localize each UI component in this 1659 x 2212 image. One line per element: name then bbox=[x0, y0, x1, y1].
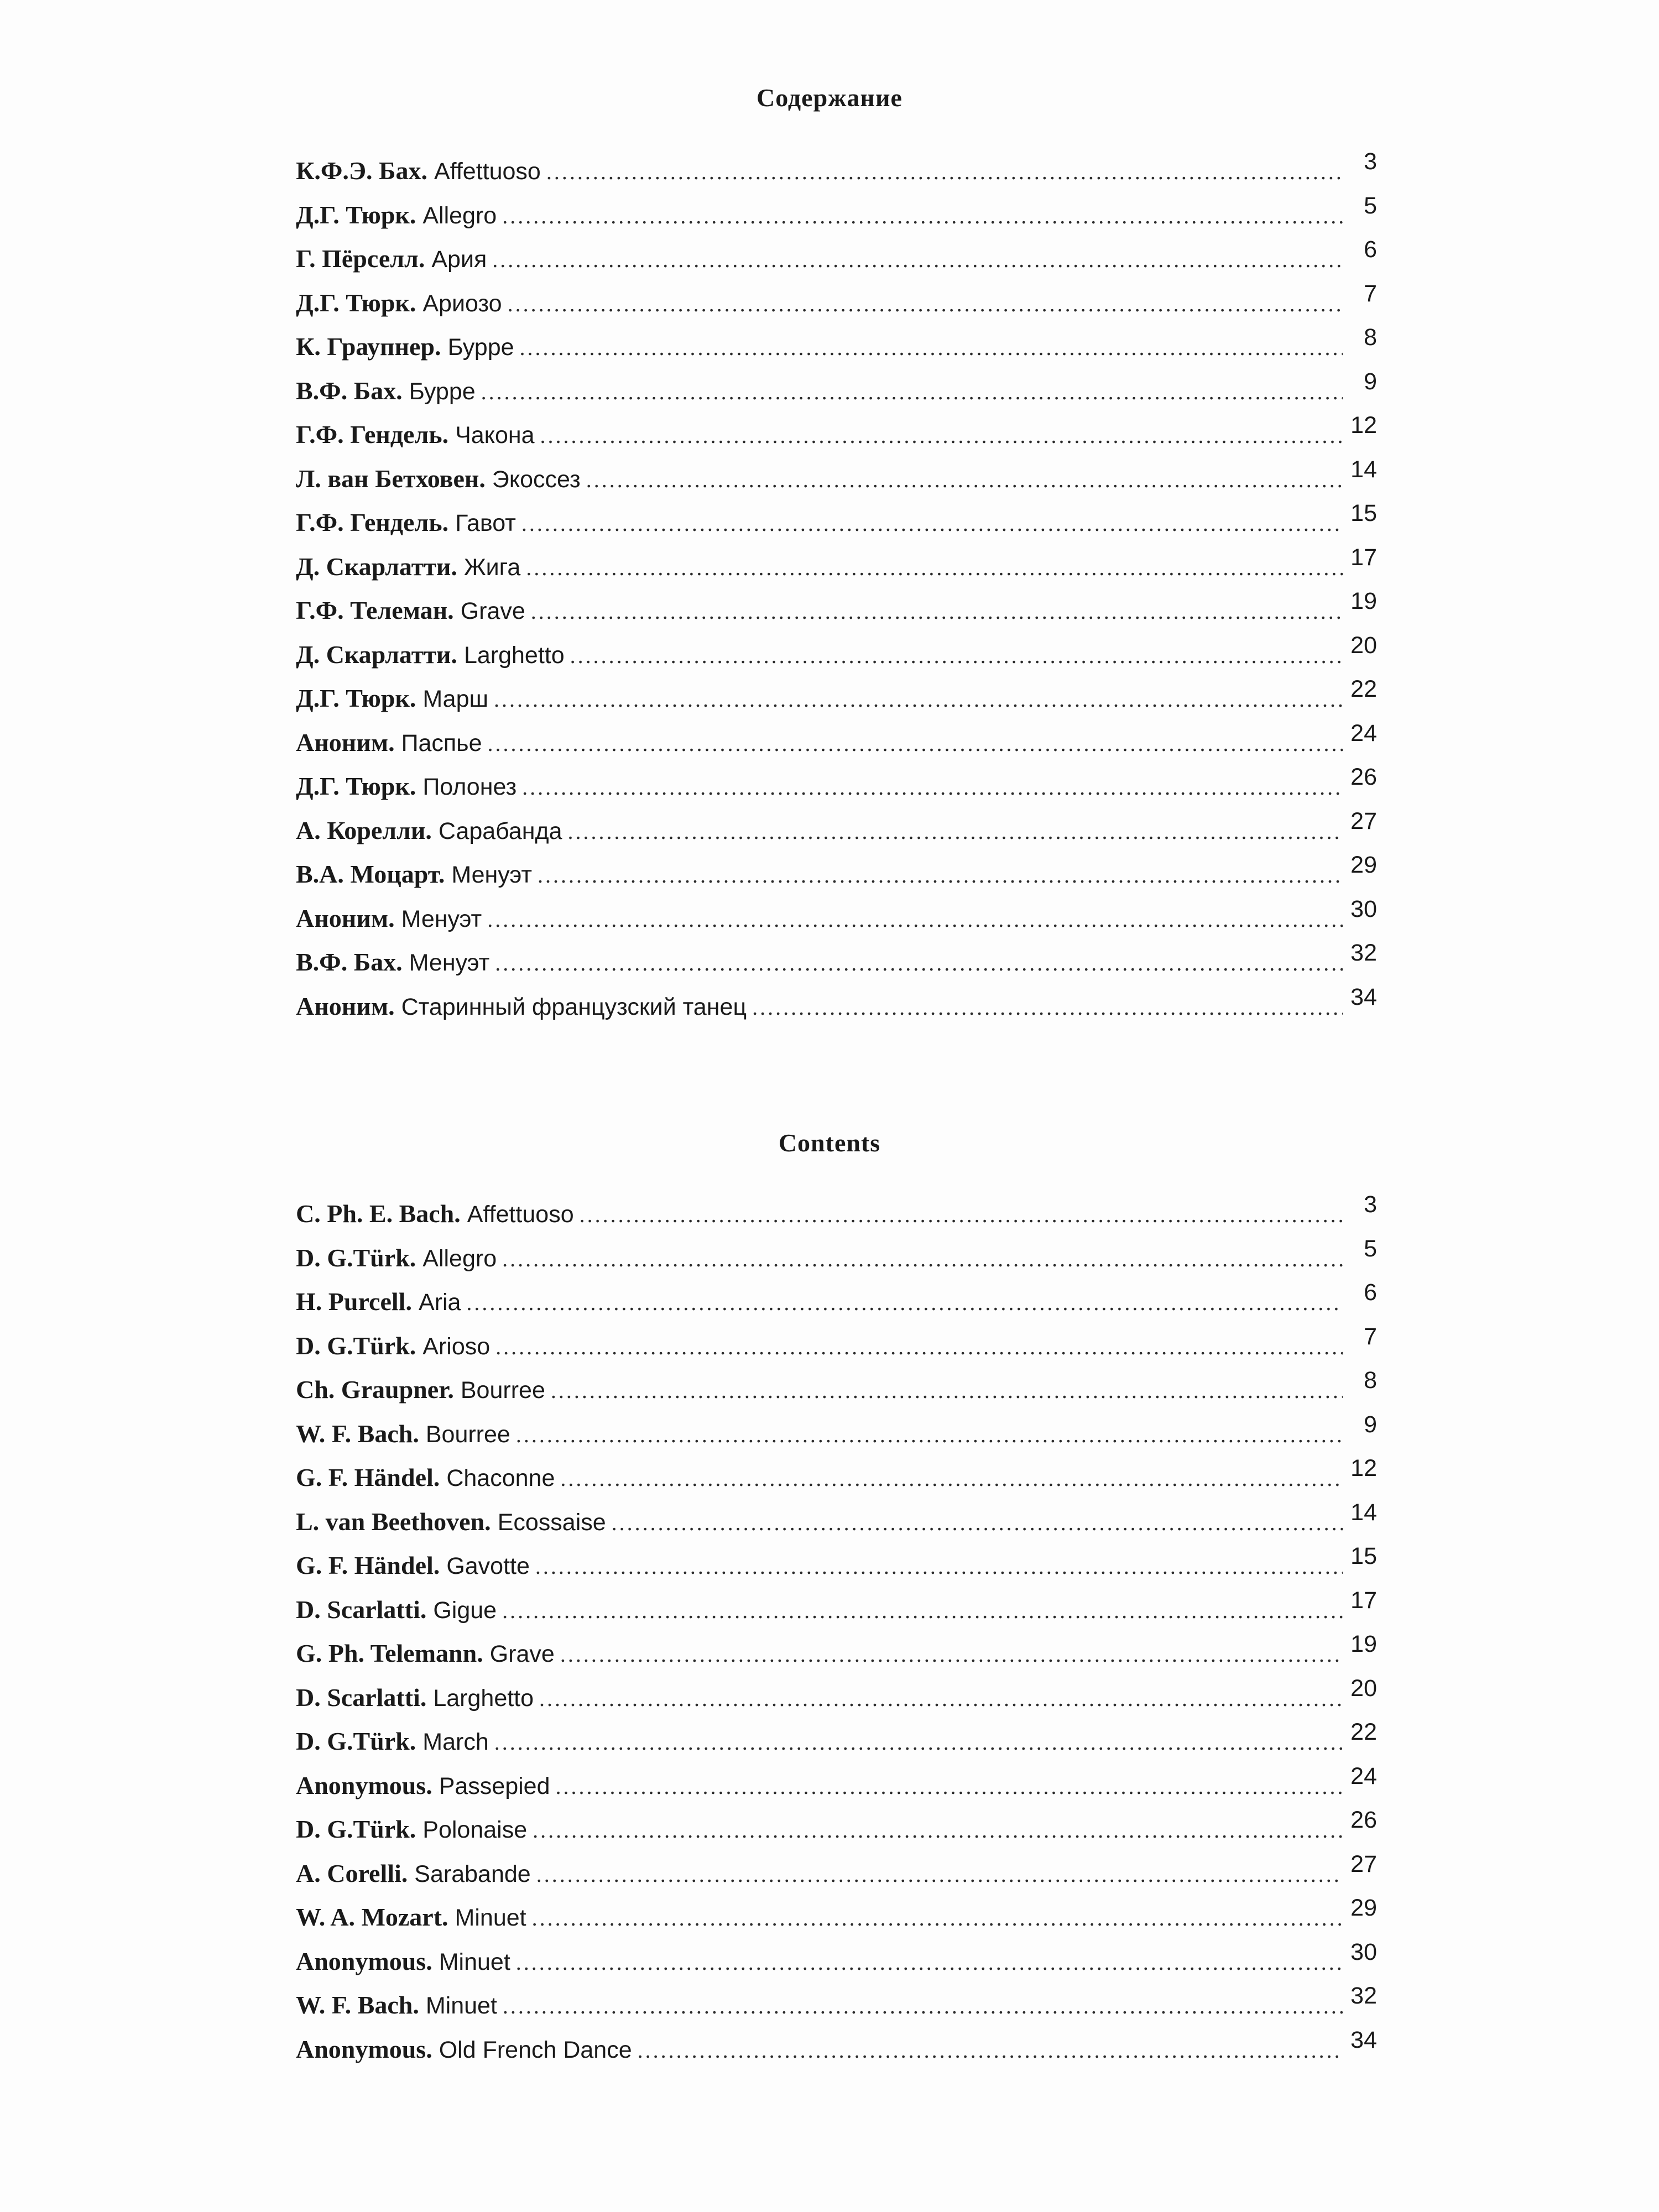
dot-leader bbox=[502, 203, 1343, 229]
toc-entry-page-number: 15 bbox=[1350, 1543, 1377, 1569]
toc-entry-title: Менуэт bbox=[409, 950, 490, 976]
toc-entry-page-number: 24 bbox=[1350, 719, 1377, 747]
toc-entry-title: Affettuoso bbox=[467, 1201, 574, 1228]
toc-entry-composer: D. G.Türk. bbox=[296, 1331, 416, 1360]
dot-leader bbox=[520, 335, 1343, 361]
toc-entry-composer: W. F. Bach. bbox=[296, 1991, 419, 2019]
toc-entry[interactable] bbox=[296, 1938, 1377, 1991]
toc-entry-composer: Anonymous. bbox=[296, 1947, 432, 1975]
toc-entry-title: Марш bbox=[422, 686, 488, 712]
toc-entry-title: Minuet bbox=[439, 1948, 510, 1975]
toc-entry-composer: G. F. Händel. bbox=[296, 1551, 440, 1579]
toc-entry-page-number: 14 bbox=[1350, 456, 1377, 483]
toc-entry[interactable] bbox=[296, 1191, 1377, 1243]
toc-entry-title: Allegro bbox=[422, 1245, 497, 1272]
toc-entry-page-number: 24 bbox=[1350, 1762, 1377, 1790]
toc-entry-composer: Аноним. bbox=[296, 992, 395, 1020]
toc-entry-composer: A. Corelli. bbox=[296, 1859, 408, 1887]
toc-entry-title: Паспье bbox=[401, 729, 482, 757]
toc-entry-title: Minuet bbox=[455, 1905, 526, 1931]
toc-entry-title: Сарабанда bbox=[438, 817, 562, 844]
toc-entry-page-number: 9 bbox=[1364, 368, 1377, 395]
dot-leader bbox=[752, 994, 1343, 1020]
toc-entry[interactable] bbox=[296, 895, 1377, 948]
toc-entry-page-number: 22 bbox=[1350, 676, 1377, 702]
toc-entry[interactable] bbox=[296, 148, 1377, 200]
dot-leader bbox=[503, 1993, 1343, 2019]
toc-entry-page-number: 22 bbox=[1350, 1719, 1377, 1745]
toc-entry-title: Chaconne bbox=[446, 1465, 555, 1491]
toc-entry-title: Полонез bbox=[422, 774, 517, 800]
toc-entry-composer: В.А. Моцарт. bbox=[296, 860, 445, 888]
toc-list-ru bbox=[296, 148, 1377, 1035]
toc-entry-page-number: 26 bbox=[1350, 1807, 1377, 1833]
toc-entry-page-number: 30 bbox=[1350, 895, 1377, 922]
toc-entry-composer: Д. Скарлатти. bbox=[296, 552, 457, 581]
toc-entry[interactable] bbox=[296, 192, 1377, 244]
toc-entry[interactable] bbox=[296, 1587, 1377, 1639]
toc-entry[interactable] bbox=[296, 588, 1377, 640]
toc-entry[interactable] bbox=[296, 280, 1377, 332]
toc-entry-title: Бурре bbox=[409, 378, 476, 405]
toc-list-en bbox=[296, 1191, 1377, 2078]
toc-entry[interactable] bbox=[296, 1983, 1377, 2034]
toc-entry-composer: C. Ph. E. Bach. bbox=[296, 1199, 461, 1228]
toc-entry-title: Aria bbox=[418, 1289, 461, 1316]
toc-entry-composer: Ch. Graupner. bbox=[296, 1375, 454, 1404]
dot-leader bbox=[638, 2037, 1343, 2063]
toc-entry-title: Affettuoso bbox=[434, 158, 541, 185]
toc-entry-page-number: 29 bbox=[1350, 1895, 1377, 1921]
dot-leader bbox=[580, 1202, 1343, 1228]
toc-entry[interactable] bbox=[296, 1499, 1377, 1551]
toc-entry[interactable] bbox=[296, 1850, 1377, 1903]
toc-entry-page-number: 27 bbox=[1350, 807, 1377, 834]
dot-leader bbox=[492, 247, 1343, 273]
toc-entry-title: Экоссез bbox=[492, 466, 581, 493]
toc-entry-page-number: 5 bbox=[1364, 192, 1377, 219]
toc-entry-title: Жига bbox=[463, 554, 521, 581]
toc-entry-composer: Д.Г. Тюрк. bbox=[296, 684, 416, 712]
dot-leader bbox=[495, 950, 1343, 976]
toc-entry-title: Sarabande bbox=[414, 1860, 531, 1887]
toc-entry-composer: Аноним. bbox=[296, 904, 395, 932]
toc-entry-title: Bourree bbox=[460, 1377, 545, 1404]
toc-entry-composer: Г.Ф. Телеман. bbox=[296, 596, 454, 624]
toc-entry[interactable] bbox=[296, 807, 1377, 860]
toc-entry-composer: D. G.Türk. bbox=[296, 1243, 416, 1272]
toc-entry[interactable] bbox=[296, 1631, 1377, 1683]
toc-entry-composer: D. G.Türk. bbox=[296, 1815, 416, 1843]
toc-entry-title: Gavotte bbox=[446, 1553, 530, 1579]
toc-entry[interactable] bbox=[296, 1367, 1377, 1419]
toc-entry-title: Ecossaise bbox=[497, 1509, 606, 1536]
toc-entry-composer: Д. Скарлатти. bbox=[296, 640, 457, 669]
dot-leader bbox=[536, 1861, 1343, 1887]
dot-leader bbox=[502, 1598, 1343, 1624]
toc-entry[interactable] bbox=[296, 1323, 1377, 1375]
toc-entry-composer: H. Purcell. bbox=[296, 1287, 412, 1316]
toc-entry[interactable] bbox=[296, 1895, 1377, 1947]
toc-entry-composer: G. Ph. Telemann. bbox=[296, 1639, 483, 1667]
toc-entry-composer: W. A. Mozart. bbox=[296, 1903, 448, 1931]
toc-entry-page-number: 34 bbox=[1350, 2026, 1377, 2053]
toc-entry[interactable] bbox=[296, 544, 1377, 596]
dot-leader bbox=[494, 1729, 1343, 1755]
toc-entry-title: Larghetto bbox=[463, 641, 565, 669]
toc-entry-composer: Д.Г. Тюрк. bbox=[296, 288, 416, 317]
toc-entry-title: Grave bbox=[489, 1641, 555, 1667]
toc-entry-composer: Аноним. bbox=[296, 728, 395, 757]
dot-leader bbox=[521, 510, 1343, 536]
toc-entry-composer: В.Ф. Бах. bbox=[296, 376, 403, 405]
toc-entry-composer: D. G.Türk. bbox=[296, 1727, 416, 1755]
toc-entry-composer: Anonymous. bbox=[296, 2034, 432, 2063]
dot-leader bbox=[466, 1290, 1343, 1316]
toc-entry[interactable] bbox=[296, 1762, 1377, 1815]
toc-entry-page-number: 6 bbox=[1364, 1279, 1377, 1306]
toc-entry-composer: G. F. Händel. bbox=[296, 1463, 440, 1491]
dot-leader bbox=[546, 159, 1343, 185]
dot-leader bbox=[538, 862, 1343, 888]
toc-entry-page-number: 17 bbox=[1350, 1587, 1377, 1614]
toc-entry-title: Чакона bbox=[455, 422, 535, 448]
dot-leader bbox=[532, 1905, 1343, 1931]
toc-entry-page-number: 7 bbox=[1364, 280, 1377, 307]
toc-entry-title: Larghetto bbox=[433, 1684, 534, 1712]
toc-entry-composer: Г.Ф. Гендель. bbox=[296, 508, 449, 536]
toc-entry-page-number: 3 bbox=[1364, 1191, 1377, 1218]
toc-entry-page-number: 3 bbox=[1364, 148, 1377, 175]
toc-entry[interactable] bbox=[296, 1543, 1377, 1595]
dot-leader bbox=[556, 1773, 1343, 1799]
toc-entry-title: Гавот bbox=[455, 510, 516, 536]
dot-leader bbox=[488, 731, 1343, 757]
toc-entry-title: Arioso bbox=[422, 1333, 491, 1360]
dot-leader bbox=[502, 1246, 1343, 1272]
toc-entry[interactable] bbox=[296, 764, 1377, 816]
toc-entry[interactable] bbox=[296, 1411, 1377, 1463]
toc-entry[interactable] bbox=[296, 236, 1377, 288]
toc-entry-composer: Л. ван Бетховен. bbox=[296, 464, 486, 493]
toc-entry-title: Бурре bbox=[447, 334, 514, 361]
dot-leader bbox=[539, 1686, 1343, 1712]
toc-entry-page-number: 27 bbox=[1350, 1850, 1377, 1877]
toc-entry[interactable] bbox=[296, 852, 1377, 904]
dot-leader bbox=[526, 555, 1343, 581]
toc-entry-title: Менуэт bbox=[401, 905, 482, 932]
contents-heading-en: Contents bbox=[778, 1129, 881, 1157]
toc-entry-title: Allegro bbox=[422, 202, 497, 229]
toc-entry[interactable] bbox=[296, 500, 1377, 552]
dot-leader bbox=[535, 1553, 1343, 1579]
dot-leader bbox=[516, 1422, 1343, 1448]
toc-entry-composer: W. F. Bach. bbox=[296, 1419, 419, 1448]
toc-entry-title: Gigue bbox=[433, 1597, 497, 1624]
dot-leader bbox=[494, 686, 1343, 712]
toc-entry-composer: Д.Г. Тюрк. bbox=[296, 200, 416, 229]
toc-entry-composer: К. Граупнер. bbox=[296, 332, 441, 361]
toc-entry[interactable] bbox=[296, 412, 1377, 464]
toc-entry-composer: D. Scarlatti. bbox=[296, 1683, 427, 1712]
toc-entry-page-number: 20 bbox=[1350, 1674, 1377, 1702]
dot-leader bbox=[586, 467, 1343, 493]
toc-entry-title: Old French Dance bbox=[439, 2036, 632, 2063]
toc-entry-title: Minuet bbox=[425, 1992, 497, 2019]
dot-leader bbox=[495, 1334, 1343, 1360]
toc-entry-page-number: 19 bbox=[1350, 1631, 1377, 1657]
toc-entry-page-number: 8 bbox=[1364, 324, 1377, 351]
toc-entry-page-number: 20 bbox=[1350, 632, 1377, 659]
dot-leader bbox=[540, 422, 1343, 448]
toc-entry[interactable] bbox=[296, 1674, 1377, 1727]
toc-entry[interactable] bbox=[296, 1455, 1377, 1507]
toc-entry-page-number: 14 bbox=[1350, 1499, 1377, 1526]
dot-leader bbox=[568, 818, 1343, 844]
toc-entry-composer: А. Корелли. bbox=[296, 816, 432, 844]
toc-entry-title: Ариозо bbox=[422, 290, 502, 317]
toc-entry-page-number: 8 bbox=[1364, 1367, 1377, 1394]
toc-entry-title: Bourree bbox=[425, 1421, 510, 1448]
toc-entry[interactable] bbox=[296, 719, 1377, 772]
toc-entry[interactable] bbox=[296, 1807, 1377, 1859]
toc-entry-page-number: 7 bbox=[1364, 1323, 1377, 1350]
toc-entry-page-number: 19 bbox=[1350, 588, 1377, 614]
toc-entry-composer: К.Ф.Э. Бах. bbox=[296, 156, 427, 185]
dot-leader bbox=[531, 598, 1343, 624]
toc-entry-page-number: 29 bbox=[1350, 852, 1377, 878]
dot-leader bbox=[508, 291, 1343, 317]
contents-heading-ru: Содержание bbox=[757, 84, 902, 112]
toc-entry-page-number: 12 bbox=[1350, 412, 1377, 439]
toc-entry-composer: В.Ф. Бах. bbox=[296, 948, 403, 976]
toc-entry-composer: Г.Ф. Гендель. bbox=[296, 420, 449, 448]
toc-entry-page-number: 6 bbox=[1364, 236, 1377, 263]
toc-entry-title: Grave bbox=[460, 598, 525, 624]
toc-entry-title: March bbox=[422, 1729, 489, 1755]
toc-entry-page-number: 5 bbox=[1364, 1235, 1377, 1262]
dot-leader bbox=[516, 1949, 1343, 1975]
toc-entry[interactable] bbox=[296, 456, 1377, 508]
dot-leader bbox=[560, 1641, 1343, 1667]
toc-entry-page-number: 32 bbox=[1350, 1983, 1377, 2009]
toc-entry-composer: D. Scarlatti. bbox=[296, 1595, 427, 1624]
toc-entry-title: Passepied bbox=[439, 1772, 550, 1799]
toc-entry-composer: Anonymous. bbox=[296, 1771, 432, 1799]
toc-entry-page-number: 30 bbox=[1350, 1938, 1377, 1965]
toc-entry[interactable] bbox=[296, 1279, 1377, 1331]
toc-entry[interactable] bbox=[296, 2026, 1377, 2079]
dot-leader bbox=[570, 643, 1343, 669]
toc-entry[interactable] bbox=[296, 676, 1377, 728]
toc-entry[interactable] bbox=[296, 368, 1377, 420]
toc-entry-page-number: 26 bbox=[1350, 764, 1377, 790]
toc-entry[interactable] bbox=[296, 632, 1377, 684]
toc-entry-page-number: 15 bbox=[1350, 500, 1377, 526]
dot-leader bbox=[551, 1378, 1343, 1404]
toc-entry-title: Ария bbox=[431, 246, 487, 273]
toc-entry-page-number: 9 bbox=[1364, 1411, 1377, 1438]
dot-leader bbox=[522, 774, 1343, 800]
toc-entry-title: Polonaise bbox=[422, 1817, 528, 1843]
toc-entry-page-number: 17 bbox=[1350, 544, 1377, 571]
dot-leader bbox=[560, 1465, 1343, 1491]
dot-leader bbox=[533, 1817, 1343, 1843]
dot-leader bbox=[487, 906, 1343, 932]
toc-entry-composer: L. van Beethoven. bbox=[296, 1507, 491, 1536]
toc-entry[interactable] bbox=[296, 1719, 1377, 1771]
toc-entry[interactable] bbox=[296, 983, 1377, 1036]
toc-entry-title: Старинный французский танец bbox=[401, 993, 747, 1020]
toc-entry[interactable] bbox=[296, 1235, 1377, 1287]
dot-leader bbox=[481, 379, 1343, 405]
toc-entry-page-number: 32 bbox=[1350, 940, 1377, 966]
toc-entry-page-number: 12 bbox=[1350, 1455, 1377, 1481]
toc-entry-composer: Г. Пёрселл. bbox=[296, 244, 425, 273]
toc-entry-title: Менуэт bbox=[451, 862, 533, 888]
dot-leader bbox=[612, 1510, 1343, 1536]
toc-entry[interactable] bbox=[296, 940, 1377, 992]
toc-entry-page-number: 34 bbox=[1350, 983, 1377, 1010]
toc-entry[interactable] bbox=[296, 324, 1377, 376]
toc-entry-composer: Д.Г. Тюрк. bbox=[296, 772, 416, 800]
